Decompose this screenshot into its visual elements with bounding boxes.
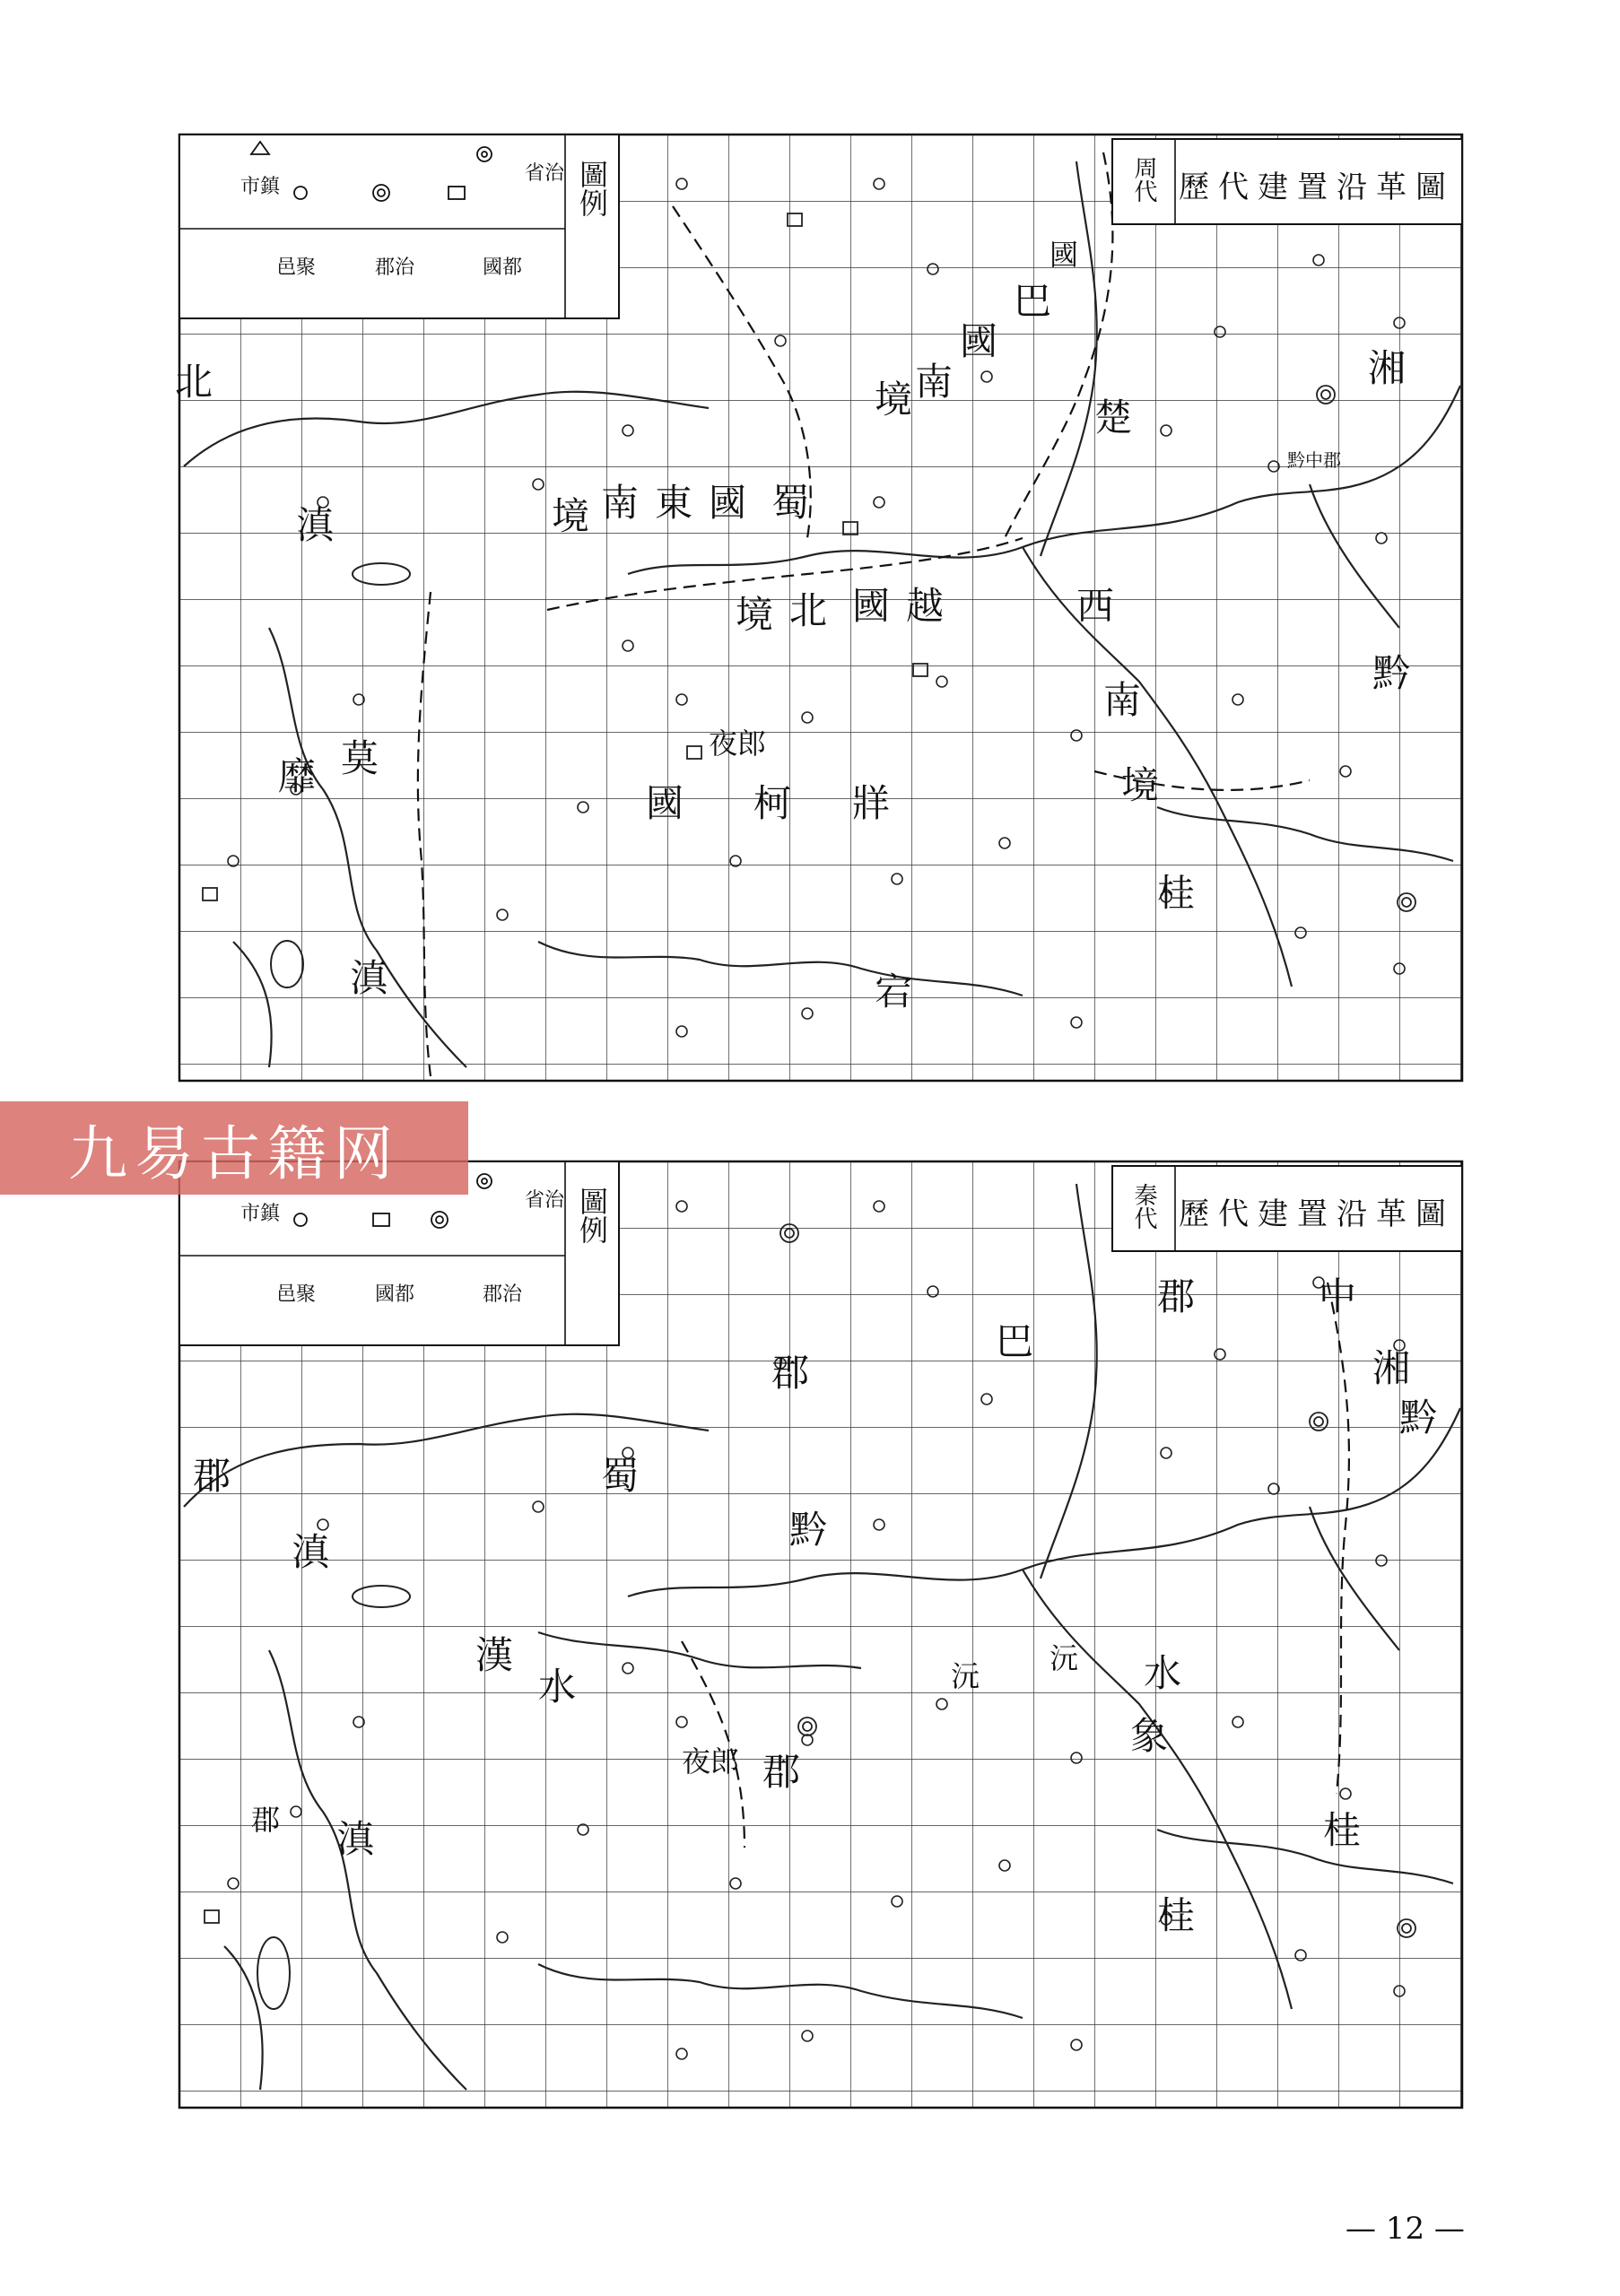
legend-item-5: 市鎮 [240,1203,281,1225]
region-label: 宕 [875,970,913,1013]
map-era: 周代 [1130,156,1157,203]
region-label: 桂 [1157,871,1196,915]
region-label: 蜀 [601,1454,640,1498]
region-label: 境 [1121,763,1160,807]
region-label: 郡 [771,1351,810,1395]
region-label: 沅 [1050,1641,1079,1675]
region-label: 楚 [1094,396,1133,439]
region-label: 國 [709,481,747,525]
region-label: 西 [1076,584,1115,628]
region-label: 滇 [336,1817,375,1861]
legend-item-4: 邑聚 [275,1283,317,1306]
region-label: 黔 [1372,651,1411,695]
map-title: 歷代建置沿革圖 [1179,1196,1455,1232]
region-label: 漢 [475,1633,514,1677]
region-label: 南 [601,481,640,525]
legend-header: 圖例 [575,160,609,217]
region-label: 南 [915,360,954,404]
legend-item-3: 郡治 [374,257,415,279]
region-label: 滇 [296,503,335,547]
region-label: 國 [852,584,891,628]
region-label: 境 [552,494,590,538]
region-label: 郡 [193,1454,231,1498]
watermark: 九易古籍网 [0,1101,468,1195]
region-label: 沅 [951,1659,980,1693]
region-label: 桂 [1157,1893,1196,1937]
region-label: 水 [538,1665,577,1709]
region-label: 境 [736,593,774,637]
region-label: 中 [1319,1274,1357,1318]
legend-item-2: 國都 [482,257,523,279]
map-title: 歷代建置沿革圖 [1179,170,1455,205]
region-label: 夜郎 [682,1744,740,1779]
region-label: 郡 [251,1803,281,1837]
region-label: 東 [655,481,693,525]
region-label: 黔中郡 [1287,449,1341,471]
region-label: 郡 [762,1750,801,1794]
region-label: 湘 [1368,346,1407,390]
region-label: 莫 [341,736,379,780]
region-label: 南 [1103,678,1142,722]
region-label: 國 [1050,238,1079,272]
region-label: 越 [906,584,945,628]
legend-item-5: 市鎮 [240,176,281,198]
region-label: 滇 [292,1530,330,1574]
region-label: 郡 [1157,1274,1196,1318]
region-label: 柯 [753,781,792,825]
map-era: 秦代 [1130,1183,1157,1230]
region-label: 牂 [852,781,891,825]
legend-item-1: 省治 [525,1189,565,1212]
legend-item-4: 邑聚 [275,257,317,279]
region-label: 北 [175,360,213,404]
region-label: 滇 [350,956,388,1000]
region-label: 黔 [789,1508,828,1552]
region-label: 蜀 [771,481,810,525]
region-label: 黔 [1399,1396,1438,1439]
region-label: 巴 [1014,279,1052,323]
region-label: 夜郎 [709,726,767,761]
region-label: 水 [1144,1651,1182,1695]
region-label: 國 [960,319,998,363]
region-label: 象 [1130,1714,1169,1758]
region-label: 北 [789,588,828,632]
region-label: 國 [646,781,684,825]
legend-item-1: 省治 [525,162,565,185]
region-label: 湘 [1372,1346,1411,1390]
legend-item-3: 國都 [374,1283,415,1306]
page-number: — 12 — [1346,2211,1465,2247]
region-label: 靡 [278,754,317,798]
legend-header: 圖例 [575,1187,609,1244]
region-label: 桂 [1323,1808,1362,1852]
region-label: 境 [875,378,913,422]
region-label: 巴 [996,1319,1034,1363]
legend-item-2: 郡治 [482,1283,523,1306]
